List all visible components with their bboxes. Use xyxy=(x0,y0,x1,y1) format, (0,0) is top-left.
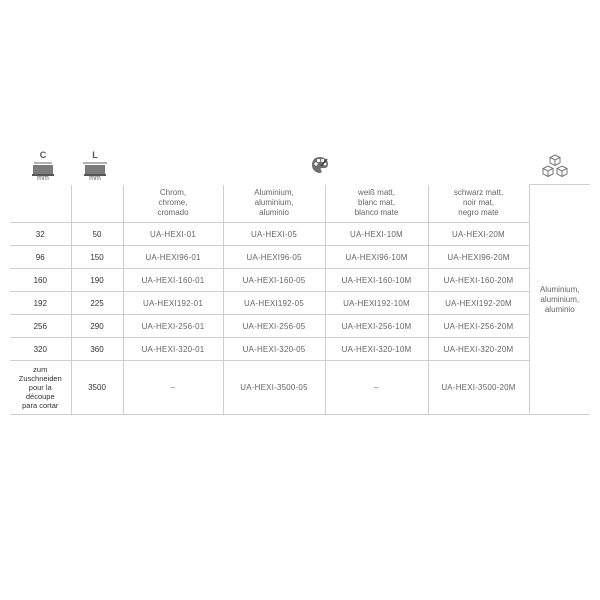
code-black-matt: UA-HEXI-256-20M xyxy=(428,315,529,338)
code-aluminium: UA-HEXI-05 xyxy=(223,223,325,246)
l-dimension-label: L xyxy=(92,150,98,160)
code-white-matt: UA-HEXI96-10M xyxy=(325,246,428,269)
c-value: 256 xyxy=(10,315,71,338)
c-value: 160 xyxy=(10,269,71,292)
material-cubes-icon xyxy=(540,153,570,181)
code-black-matt: UA-HEXI-20M xyxy=(428,223,529,246)
code-white-matt: – xyxy=(325,361,428,415)
code-chrome: UA-HEXI96-01 xyxy=(123,246,223,269)
header-finish-chrome: Chrom, chrome, cromado xyxy=(123,185,223,223)
code-white-matt: UA-HEXI-256-10M xyxy=(325,315,428,338)
table-row xyxy=(10,315,590,338)
header-finish-aluminium: Aluminium, aluminium, aluminio xyxy=(223,185,325,223)
table-row xyxy=(10,223,590,246)
code-black-matt: UA-HEXI96-20M xyxy=(428,246,529,269)
header-l-cell xyxy=(71,185,123,223)
code-black-matt: UA-HEXI192-20M xyxy=(428,292,529,315)
l-unit-label: mm xyxy=(89,175,101,182)
header-c-cell xyxy=(10,185,71,223)
l-value: 190 xyxy=(71,269,123,292)
code-chrome: UA-HEXI-01 xyxy=(123,223,223,246)
code-aluminium: UA-HEXI96-05 xyxy=(223,246,325,269)
c-dimension-label: C xyxy=(39,150,47,160)
code-black-matt: UA-HEXI-3500-20M xyxy=(428,361,529,415)
c-value: 192 xyxy=(10,292,71,315)
code-white-matt: UA-HEXI-320-10M xyxy=(325,338,428,361)
code-black-matt: UA-HEXI-320-20M xyxy=(428,338,529,361)
table-row xyxy=(10,292,590,315)
header-finish-black-matt: schwarz matt, noir mat, negro mate xyxy=(428,185,529,223)
l-value: 3500 xyxy=(71,361,123,415)
product-spec-table xyxy=(10,184,590,415)
code-aluminium: UA-HEXI192-05 xyxy=(223,292,325,315)
l-value: 50 xyxy=(71,223,123,246)
header-finish-white-matt: weiß matt, blanc mat, blanco mate xyxy=(325,185,428,223)
table-row xyxy=(10,246,590,269)
code-white-matt: UA-HEXI-10M xyxy=(325,223,428,246)
code-black-matt: UA-HEXI-160-20M xyxy=(428,269,529,292)
code-chrome: UA-HEXI-256-01 xyxy=(123,315,223,338)
code-white-matt: UA-HEXI192-10M xyxy=(325,292,428,315)
code-aluminium: UA-HEXI-320-05 xyxy=(223,338,325,361)
code-aluminium: UA-HEXI-160-05 xyxy=(223,269,325,292)
c-value: 96 xyxy=(10,246,71,269)
code-chrome: UA-HEXI-320-01 xyxy=(123,338,223,361)
table-row xyxy=(10,338,590,361)
code-white-matt: UA-HEXI-160-10M xyxy=(325,269,428,292)
l-value: 150 xyxy=(71,246,123,269)
c-value: 320 xyxy=(10,338,71,361)
code-chrome: – xyxy=(123,361,223,415)
c-dimension-icon xyxy=(28,150,58,184)
c-unit-label: mm xyxy=(37,175,49,182)
l-value: 290 xyxy=(71,315,123,338)
cut-to-size-label: zum Zuschneiden pour la découpe para cortar xyxy=(10,361,71,415)
c-value: 32 xyxy=(10,223,71,246)
code-aluminium: UA-HEXI-256-05 xyxy=(223,315,325,338)
paint-palette-icon xyxy=(310,155,330,175)
code-aluminium: UA-HEXI-3500-05 xyxy=(223,361,325,415)
icon-row xyxy=(0,150,600,186)
code-chrome: UA-HEXI192-01 xyxy=(123,292,223,315)
l-value: 225 xyxy=(71,292,123,315)
header-row xyxy=(10,185,590,223)
code-chrome: UA-HEXI-160-01 xyxy=(123,269,223,292)
table-row xyxy=(10,269,590,292)
l-value: 360 xyxy=(71,338,123,361)
l-dimension-icon xyxy=(80,150,110,184)
material-cell: Aluminium, aluminium, aluminio xyxy=(529,185,590,415)
cut-to-size-row xyxy=(10,361,590,415)
